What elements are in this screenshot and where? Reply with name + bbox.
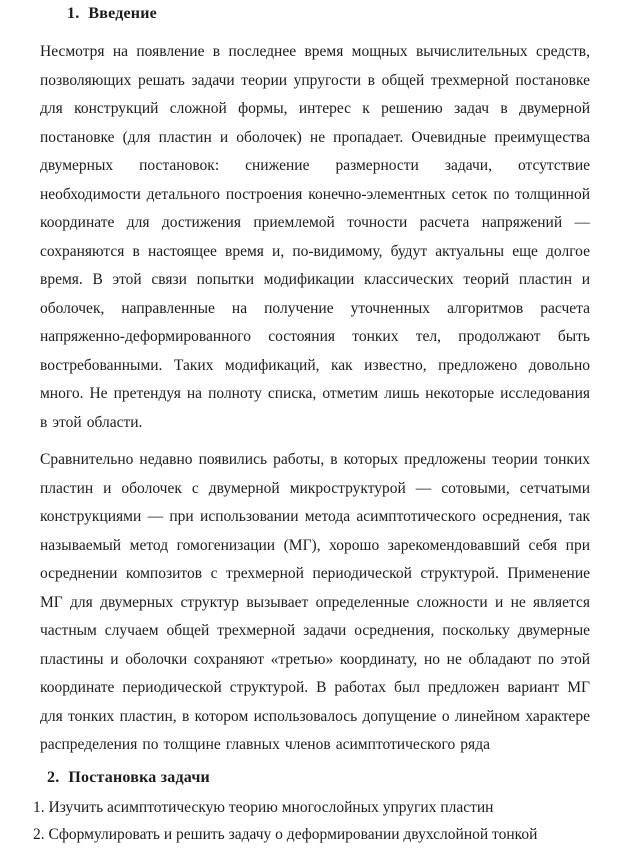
intro-paragraph-2: Сравнительно недавно появились работы, в которых предложены теории тонких пластин и оболочек с двумерной микроструктурой — сотовыми, сетчатыми конструкциями — при использовании метода асимптотического осреднения, так называемый метод гомогенизации (МГ), хорошо зарекомендовавший себя при осреднении композитов с трехмерной периодической структурой. Применение МГ для двумерных структур вызывает определенные сложности и не является частным случаем общей трехмерной задачи осреднения, поскольку двумерные пластины и оболочки сохраняют «третью» координату, но не обладают по этой координате периодической структурой. В работах был предложен вариант МГ для тонких пластин, в котором использовалось допущение о линейном характере распределения по толщине главных членов асимптотического ряда xyxy=(40,451,590,753)
section-title: Постановка задачи xyxy=(68,768,210,786)
section-number: 1. xyxy=(67,5,80,22)
section-title: Введение xyxy=(88,5,157,22)
intro-paragraph-1: Несмотря на появление в последнее время мощных вычислительных средств, позволяющих решать задачи теории упругости в общей трехмерной постановке для конструкций сложной формы, интерес к решению задач в двумерной постановке (для пластин и оболочек) не пропадает. Очевидные преимущества двумерных постановок: снижение размерности задачи, отсутствие необходимости детального построения конечно-элементных сеток по толщинной координате для достижения приемлемой точности расчета напряжений — сохраняются в настоящее время и, по-видимому, будут актуальны еще долгое время. В этой связи попытки модификации классических теорий пластин и оболочек, направленные на получение уточненных алгоритмов расчета напряженно-деформированного состояния тонких тел, продолжают быть востребованными. Таких модификаций, как известно, предложено довольно много. Не претендуя на полноту списка, отметим лишь некоторые исследования в этой области. xyxy=(40,43,590,431)
section-heading-problem-statement xyxy=(47,769,590,787)
section-number: 2. xyxy=(47,768,60,786)
section-heading-introduction xyxy=(67,5,590,23)
task-list-item-1: 1. Изучить асимптотическую теорию многослойных упругих пластин xyxy=(33,798,494,816)
task-list-item-2: 2. Сформулировать и решить задачу о деформировании двухслойной тонкой xyxy=(33,825,538,843)
